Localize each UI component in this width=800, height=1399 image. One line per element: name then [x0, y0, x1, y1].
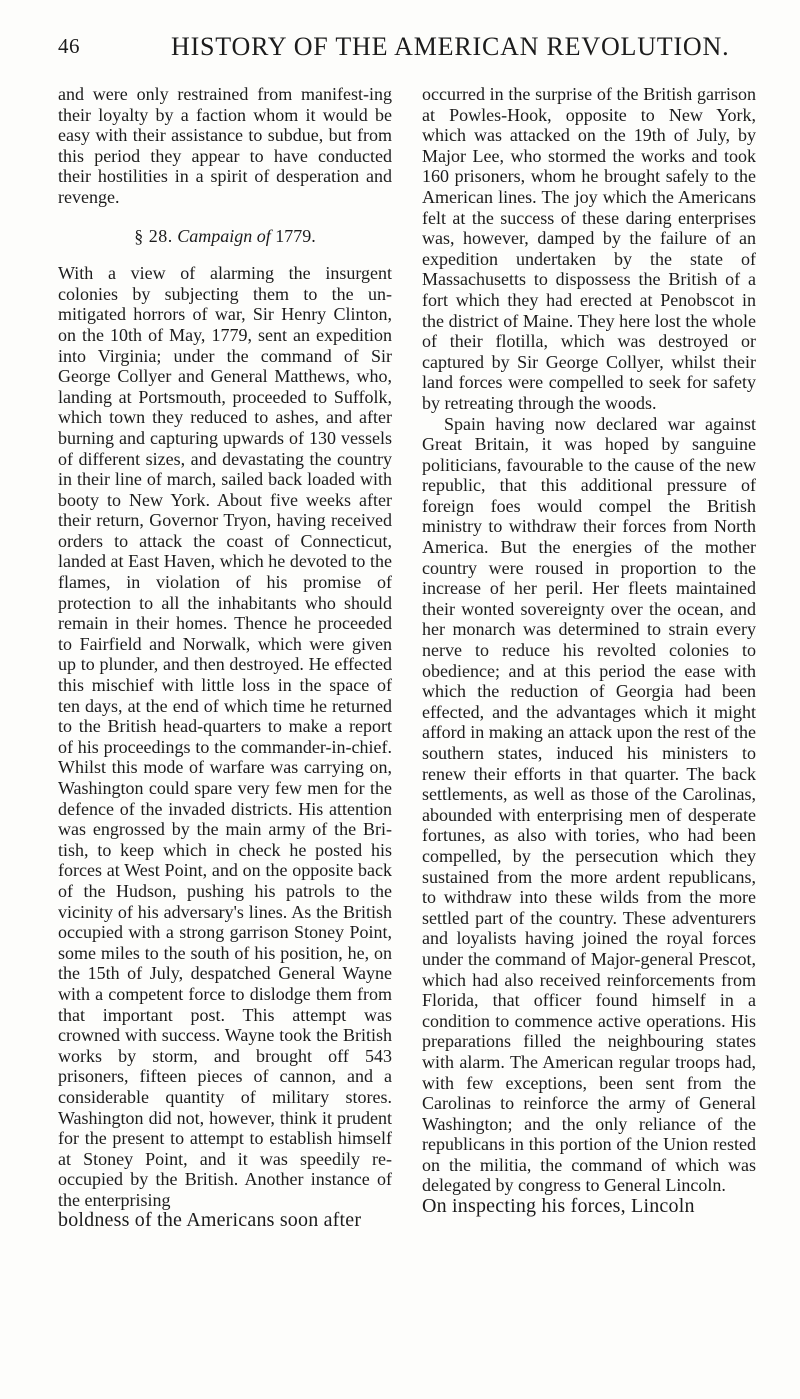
paragraph-last-line-right: On inspecting his forces, Lincoln — [422, 1195, 695, 1218]
section-heading — [58, 226, 392, 247]
page-number: 46 — [58, 34, 80, 58]
section-year: 1779. — [275, 225, 316, 246]
paragraph-campaign: With a view of alarming the insurgent colonies by subjecting them to the unmitigated horrors of war, Sir Henry Clinton, on the 10th of May, 1779, sent an expedition into Virginia; under the command of Sir George Collyer and General Matthews, who, landing at Portsmouth, proceeded to Suffolk, which town they reduced to ashes, and after burning and capturing upwards of 130 vessels of different sizes, and devastating the country in their line of march, sailed back loaded with booty to New York. About five weeks after their return, Governor Tryon, having received orders to attack the coast of Connecticut, landed at East Haven, which he devoted to the flames, in violation of his promise of protection to all the inhabitants who should remain in their homes. Thence he proceeded to Fairfield and Norwalk, which were given up to plunder, and then destroyed. He effected this mischief with little loss in the space of ten days, at the end of which time he returned to the British head-quarters to make a report of his proceedings to the commander-in-chief. Whilst this mode of warfare was carrying on, Washington could spare very few men for the defence of the invaded districts. His attention was engrossed by the main army of the British, to keep which in check he posted his forces at West Point, and on the opposite back of the Hudson, pushing his patrols to the vicinity of his adversary's lines. As the British occupied with a strong garrison Stoney Point, some miles to the south of his position, he, on the 15th of July, despatched General Wayne with a competent force to dislodge them from that important post. This attempt was crowned with success. Wayne took the British works by storm, and brought off 543 prisoners, fifteen pieces of cannon, and a considerable quantity of military stores. Washington did not, however, think it prudent for the present to attempt to establish himself at Stoney Point, and it was speedily re-occupied by the British. Another instance of the enterprising — [58, 263, 392, 1210]
paragraph-last-line: boldness of the Americans soon after — [58, 1209, 362, 1232]
section-title: Campaign of — [177, 225, 271, 246]
paragraph-powles-hook: occurred in the surprise of the British garrison at Powles-Hook, opposite to New York, which was attacked on the 19th of July, by Major Lee, who stormed the works and took 160 prisoners, whom he brought safely to the American lines. The joy which the Americans felt at the success of these daring enterprises was, however, damped by the failure of an expedition undertaken by the state of Massachusetts to dispossess the British of a fort which they had erected at Penobscot in the district of Maine. They here lost the whole of their flotilla, which was destroyed or captured by Sir George Collyer, whilst their land forces were compelled to seek for safety by retreating through the woods. — [422, 84, 756, 413]
paragraph-spain: Spain having now declared war against Great Britain, it was hoped by sanguine politicians, favourable to the cause of the new republic, that this additional pressure of foreign foes would compel the British ministry to withdraw their forces from North America. But the energies of the mother country were roused in proportion to the increase of her peril. Her fleets maintained their wonted sovereignty over the ocean, and her monarch was determined to strain every nerve to reduce his revolted colonies to obedience; and at this period the ease with which the reduction of Georgia had been effected, and the advantages which it might afford in making an attack upon the rest of the southern states, induced his ministers to renew their efforts in that quarter. The back settlements, as well as those of the Carolinas, abounded with enterprising men of desperate fortunes, as also with tories, who had been compelled, by the persecution which they sustained from the more ardent republicans, to withdraw into these wilds from the more settled part of the country. These adventurers and loyalists having joined the royal forces under the command of Major-general Prescot, which had also received reinforcements from Florida, that officer found himself in a condition to commence active operations. His preparations filled the neighbouring states with alarm. The American regular troops had, with few exceptions, been sent from the Carolinas to reinforce the army of General Washington; and the only reliance of the republicans in this portion of the Union rested on the militia, the command of which was delegated by congress to General Lincoln. — [422, 413, 756, 1196]
right-column — [422, 84, 756, 1217]
left-column — [58, 84, 392, 1231]
running-title: HISTORY OF THE AMERICAN REVOLUTION. — [171, 32, 730, 61]
section-number: § 28. — [134, 225, 173, 246]
paragraph-opening: and were only restrained from manifest-ing their loyalty by a faction whom it would be easy with their assistance to subdue, but from this period they appear to have conducted their hostilities in a spirit of desperation and revenge. — [58, 84, 392, 207]
page-header — [58, 34, 758, 70]
